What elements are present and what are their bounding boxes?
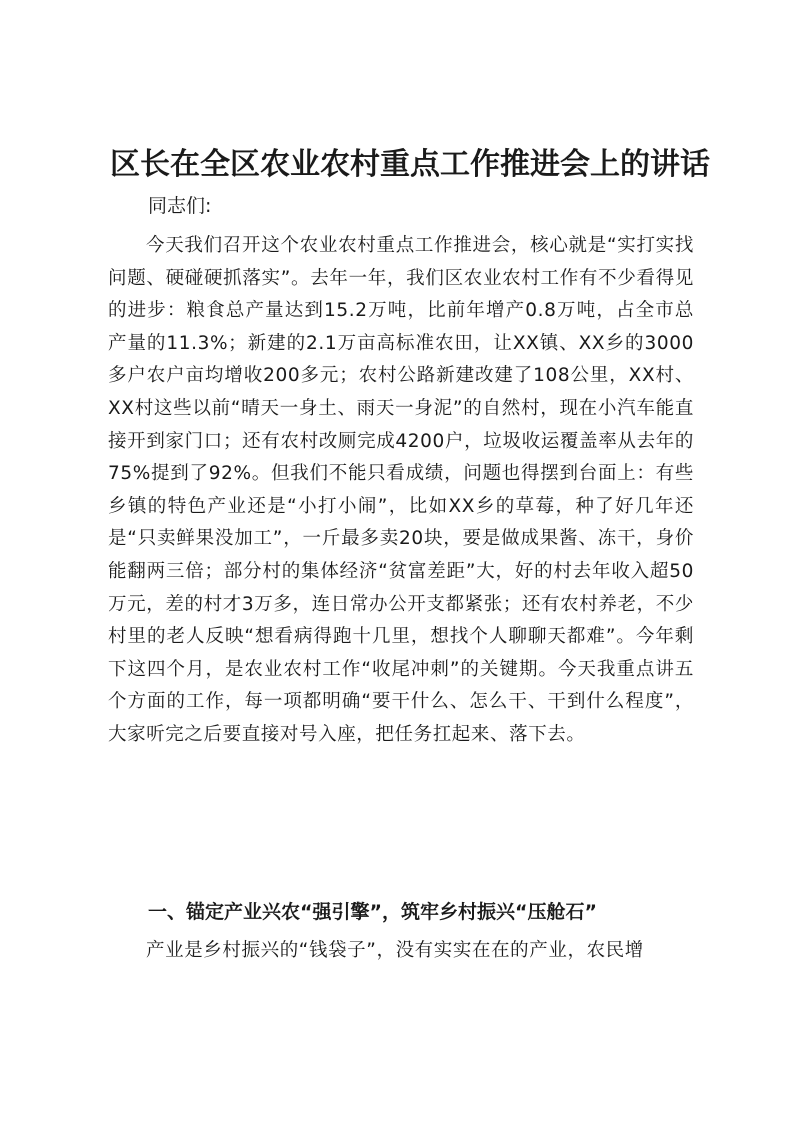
section-heading-1: 一、锚定产业兴农“强引擎”，筑牢乡村振兴“压舱石” xyxy=(148,901,597,923)
body-paragraph-2: 产业是乡村振兴的“钱袋子”，没有实实在在的产业，农民增 xyxy=(146,940,644,961)
body-paragraph-1: 今天我们召开这个农业农村重点工作推进会，核心就是“实打实找问题、硬碰硬抓落实”。去年一年，我们区农业农村工作有不少看得见的进步：粮食总产量达到15.2万吨，比前年增产0.8万吨，占全市总产量的11.3%；新建的2.1万亩高标准农田，让XX镇、XX乡的3000多户农户亩均增收200多元；农村公路新建改建了108公里，XX村、XX村这些以前“晴天一身土、雨天一身泥”的自然村，现在小汽车能直接开到家门口；还有农村改厕完成4200户，垃圾收运覆盖率从去年的75%提到了92%。但我们不能只看成绩，问题也得摆到台面上：有些乡镇的特色产业还是“小打小闹”，比如XX乡的草莓，种了好几年还是“只卖鲜果没加工”，一斤最多卖20块，要是做成果酱、冻干，身价能翻两三倍；部分村的集体经济“贫富差距”大，好的村去年收入超50万元，差的村才3万多，连日常办公开支都紧张；还有农村养老，不少村里的老人反映“想看病得跑十几里，想找个人聊聊天都难”。今年剩下这四个月，是农业农村工作“收尾冲刺”的关键期。今天我重点讲五个方面的工作，每一项都明确“要干什么、怎么干、干到什么程度”，大家听完之后要直接对号入座，把任务扛起来、落下去。 xyxy=(108,235,694,745)
greeting: 同志们: xyxy=(148,195,212,217)
document-title: 区长在全区农业农村重点工作推进会上的讲话 xyxy=(110,147,710,182)
